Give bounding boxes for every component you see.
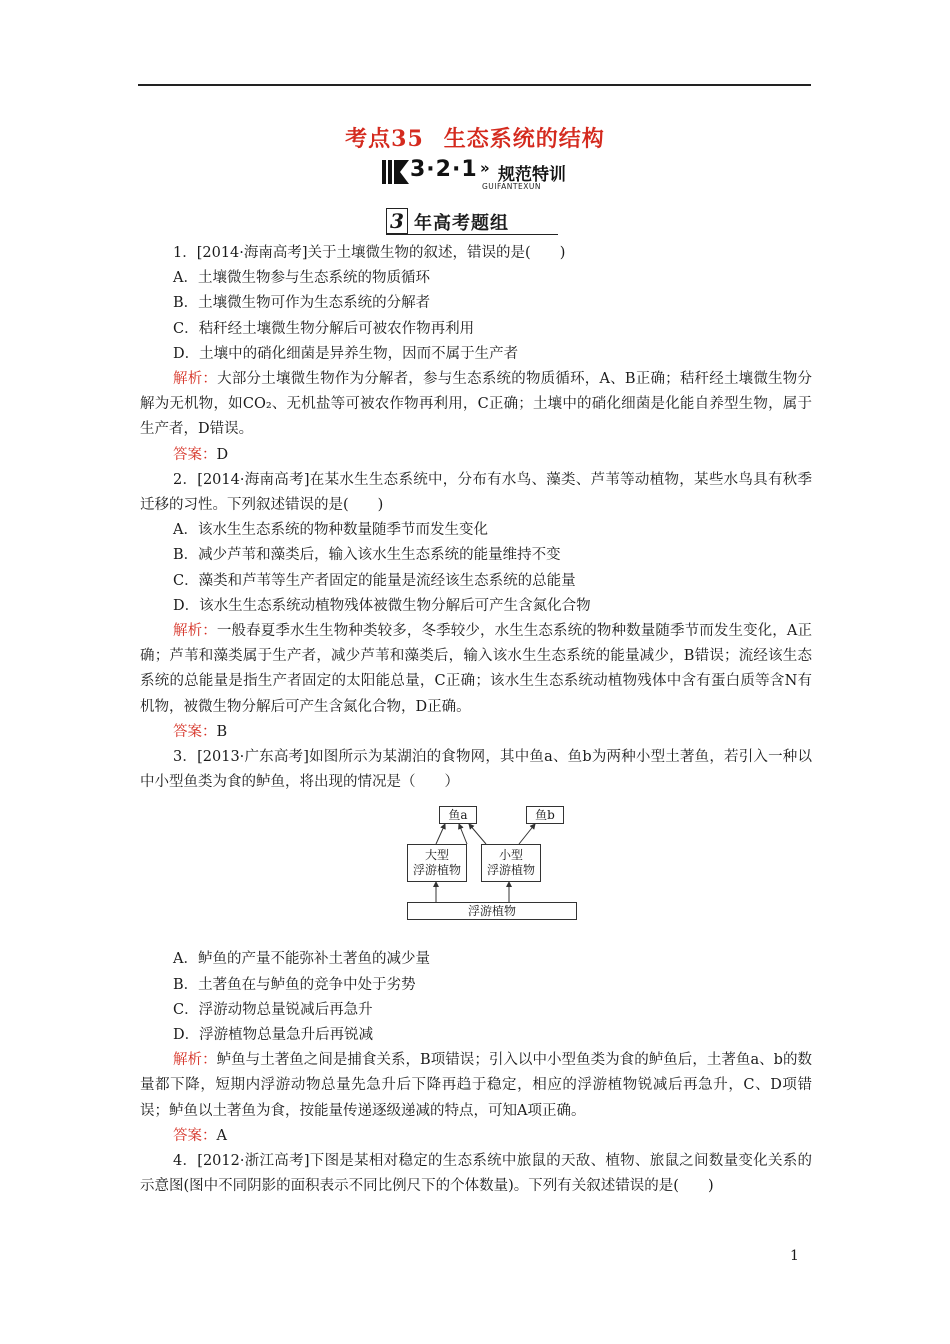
question-list — [140, 241, 812, 1200]
option: D．该水生生态系统动植物残体被微生物分解后可产生含氮化合物 — [173, 597, 591, 614]
question-stem: 4．[2012·浙江高考]下图是某相对稳定的生态系统中旅鼠的天敌、植物、旅鼠之间数量变化关系的示意图(图中不同阴影的面积表示不同比例尺下的个体数量)。下列有关叙述错误的是( ) — [140, 1153, 812, 1195]
node-small-plankton-line1: 小型 — [498, 848, 523, 862]
series-logo — [382, 157, 572, 193]
answer-label: 答案： — [173, 1127, 217, 1144]
option: B．土著鱼在与鲈鱼的竞争中处于劣势 — [173, 976, 416, 993]
answer — [140, 720, 812, 745]
analysis-label: 解析： — [173, 623, 217, 640]
page-number: 1 — [790, 1248, 799, 1264]
answer-value: D — [216, 446, 229, 463]
option: D．浮游植物总量急升后再锐减 — [173, 1027, 374, 1044]
node-large-plankton-line1: 大型 — [424, 848, 449, 862]
analysis-label: 解析： — [173, 1052, 217, 1069]
analysis-text: 鲈鱼与土著鱼之间是捕食关系，B项错误；引入以中小型鱼类为食的鲈鱼后，土著鱼a、b的数量都下降，短期内浮游动物总量先急升后下降再趋于稳定，相应的浮游植物锐减后再急升，C、D项错误；鲈鱼以土著鱼为食，按能量传递逐级递减的特点，可知A项正确。 — [140, 1052, 812, 1119]
answer-label: 答案： — [173, 723, 217, 740]
node-large-plankton — [407, 844, 467, 882]
answer-value: A — [216, 1127, 227, 1144]
question-stem: 2．[2014·海南高考]在某水生生态系统中，分布有水鸟、藻类、芦苇等动植物，某些水鸟具有秋季迁移的习性。下列叙述错误的是( ) — [140, 471, 812, 514]
answer-value: B — [216, 723, 228, 740]
node-fish-a: 鱼a — [439, 806, 477, 824]
node-small-plankton-line2: 浮游植物 — [486, 863, 535, 877]
analysis-text: 一般春夏季水生生物种类较多，冬季较少，水生生态系统的物种数量随季节而发生变化，A正确；芦苇和藻类属于生产者，减少芦苇和藻类后，输入该水生生态系统的能量减少，B错误；流经该生态系统的总能量是指生产者固定的太阳能总量，C正确；该水生生态系统动植物残体中含有蛋白质等含N有机物，被微生物分解后可产生含氮化合物，D正确。 — [140, 623, 813, 715]
logo-bars-icon — [382, 160, 410, 184]
page-title — [0, 122, 950, 153]
option: A．鲈鱼的产量不能弥补土著鱼的减少量 — [173, 951, 430, 968]
node-fish-b: 鱼b — [526, 806, 564, 824]
answer — [140, 443, 812, 468]
option: A．该水生生态系统的物种数量随季节而发生变化 — [173, 522, 488, 539]
answer — [140, 1124, 812, 1149]
option: C．藻类和芦苇等生产者固定的能量是流经该生态系统的总能量 — [173, 572, 576, 589]
question-stem: 1．[2014·海南高考]关于土壤微生物的叙述，错误的是( ) — [173, 245, 566, 261]
section-underline — [386, 234, 558, 235]
node-large-plankton-line2: 浮游植物 — [412, 863, 461, 877]
option: B．减少芦苇和藻类后，输入该水生生态系统的能量维持不变 — [173, 547, 561, 564]
option: A．土壤微生物参与生态系统的物质循环 — [173, 270, 430, 287]
analysis — [140, 619, 812, 720]
analysis — [140, 1048, 812, 1124]
option: C．秸秆经土壤微生物分解后可被农作物再利用 — [173, 320, 475, 337]
node-small-plankton — [481, 844, 541, 882]
question-stem: 3．[2013·广东高考]如图所示为某湖泊的食物网，其中鱼a、鱼b为两种小型土著鱼，若引入一种以中小型鱼类为食的鲈鱼，将出现的情况是（ ） — [140, 749, 812, 791]
logo-arrow-icon: » — [480, 159, 490, 177]
header-rule — [138, 84, 811, 86]
title-topic-number: 考点35 — [345, 126, 424, 152]
analysis — [140, 367, 812, 443]
section-label: 年高考题组 — [414, 213, 509, 234]
option: B．土壤微生物可作为生态系统的分解者 — [173, 295, 431, 312]
section-heading — [386, 208, 558, 234]
title-topic-name: 生态系统的结构 — [443, 126, 605, 152]
option: C．浮游动物总量锐减后再急升 — [173, 1001, 373, 1018]
option: D．土壤中的硝化细菌是异养生物，因而不属于生产者 — [173, 345, 519, 362]
section-number: 3 — [386, 208, 408, 234]
node-phytoplankton: 浮游植物 — [407, 902, 577, 920]
logo-name: 规范特训 — [498, 165, 566, 185]
analysis-text: 大部分土壤微生物作为分解者，参与生态系统的物质循环，A、B正确；秸秆经土壤微生物分解为无机物，如CO₂、无机盐等可被农作物再利用，C正确；土壤中的硝化细菌是化能自养型生物，属于生产者，D错误。 — [140, 371, 813, 438]
analysis-label: 解析： — [173, 371, 218, 388]
logo-pinyin: GUIFANTEXUN — [482, 182, 541, 191]
food-web-diagram — [405, 800, 577, 922]
logo-number: 3·2·1 — [410, 157, 478, 182]
answer-label: 答案： — [173, 446, 217, 463]
